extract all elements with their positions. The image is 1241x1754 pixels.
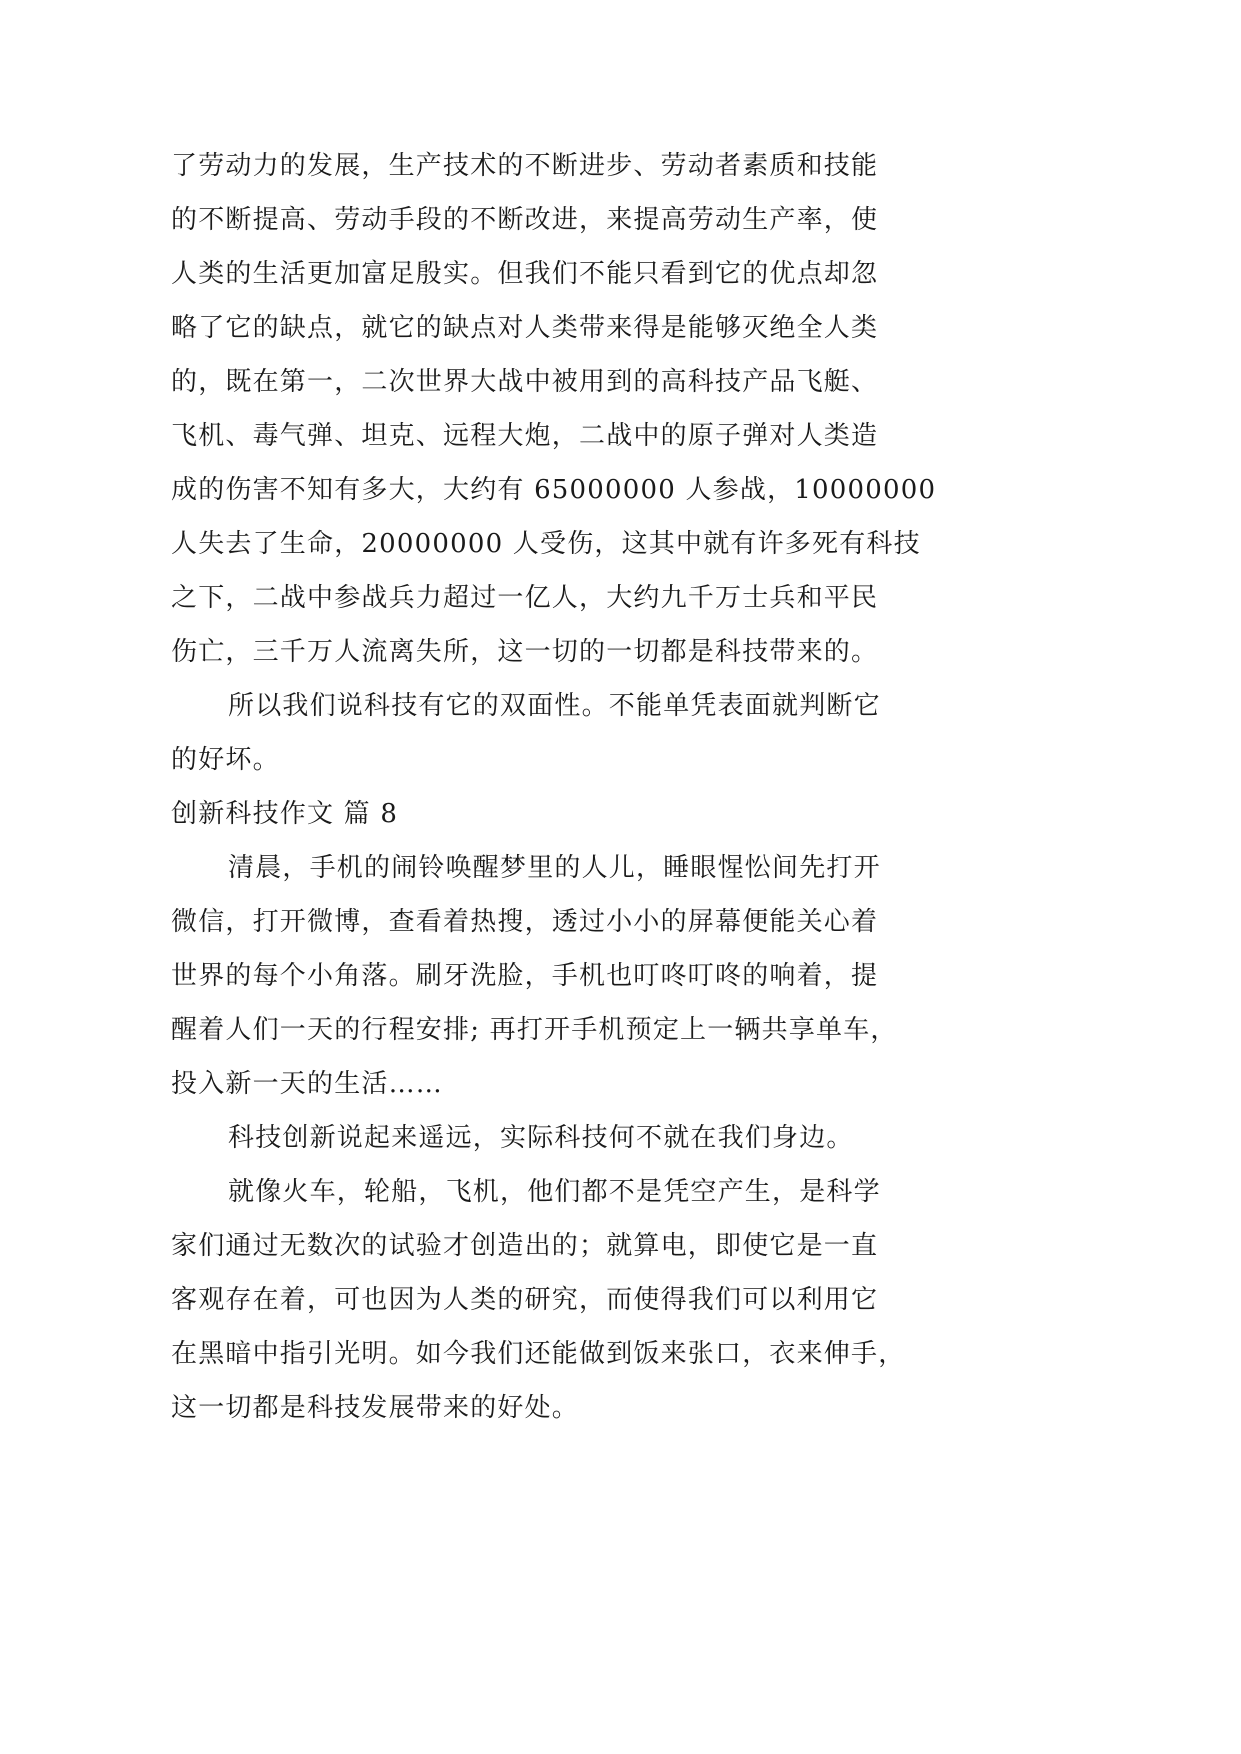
paragraph-first-line: 就像火车，轮船，飞机，他们都不是凭空产生，是科学 bbox=[228, 1177, 881, 1207]
body-line: 家们通过无数次的试验才创造出的；就算电，即使它是一直 bbox=[171, 1231, 879, 1261]
body-line: 人类的生活更加富足殷实。但我们不能只看到它的优点却忽 bbox=[171, 259, 879, 289]
paragraph-first-line: 科技创新说起来遥远，实际科技何不就在我们身边。 bbox=[228, 1123, 854, 1153]
body-line: 了劳动力的发展，生产技术的不断进步、劳动者素质和技能 bbox=[171, 151, 879, 181]
body-line: 伤亡，三千万人流离失所，这一切的一切都是科技带来的。 bbox=[171, 637, 879, 667]
body-line: 的不断提高、劳动手段的不断改进，来提高劳动生产率，使 bbox=[171, 205, 879, 235]
body-line: 飞机、毒气弹、坦克、远程大炮，二战中的原子弹对人类造 bbox=[171, 421, 879, 451]
section-heading: 创新科技作文 篇 8 bbox=[171, 799, 399, 829]
paragraph-first-line: 清晨，手机的闹铃唤醒梦里的人儿，睡眼惺忪间先打开 bbox=[228, 853, 881, 883]
body-line: 微信，打开微博，查看着热搜，透过小小的屏幕便能关心着 bbox=[171, 907, 879, 937]
body-line: 略了它的缺点，就它的缺点对人类带来得是能够灭绝全人类 bbox=[171, 313, 879, 343]
body-line: 成的伤害不知有多大，大约有 65000000 人参战，10000000 bbox=[171, 475, 937, 505]
body-line: 之下，二战中参战兵力超过一亿人，大约九千万士兵和平民 bbox=[171, 583, 879, 613]
body-line: 投入新一天的生活…… bbox=[171, 1069, 444, 1099]
body-line: 这一切都是科技发展带来的好处。 bbox=[171, 1393, 580, 1423]
body-line: 在黑暗中指引光明。如今我们还能做到饭来张口，衣来伸手， bbox=[171, 1339, 906, 1369]
body-line: 客观存在着，可也因为人类的研究，而使得我们可以利用它 bbox=[171, 1285, 879, 1315]
body-line: 人失去了生命，20000000 人受伤，这其中就有许多死有科技 bbox=[171, 529, 921, 559]
body-line: 世界的每个小角落。刷牙洗脸，手机也叮咚叮咚的响着，提 bbox=[171, 961, 879, 991]
body-line: 醒着人们一天的行程安排; 再打开手机预定上一辆共享单车， bbox=[171, 1015, 898, 1045]
paragraph-first-line: 所以我们说科技有它的双面性。不能单凭表面就判断它 bbox=[228, 691, 881, 721]
body-line: 的，既在第一，二次世界大战中被用到的高科技产品飞艇、 bbox=[171, 367, 879, 397]
body-line: 的好坏。 bbox=[171, 745, 280, 775]
